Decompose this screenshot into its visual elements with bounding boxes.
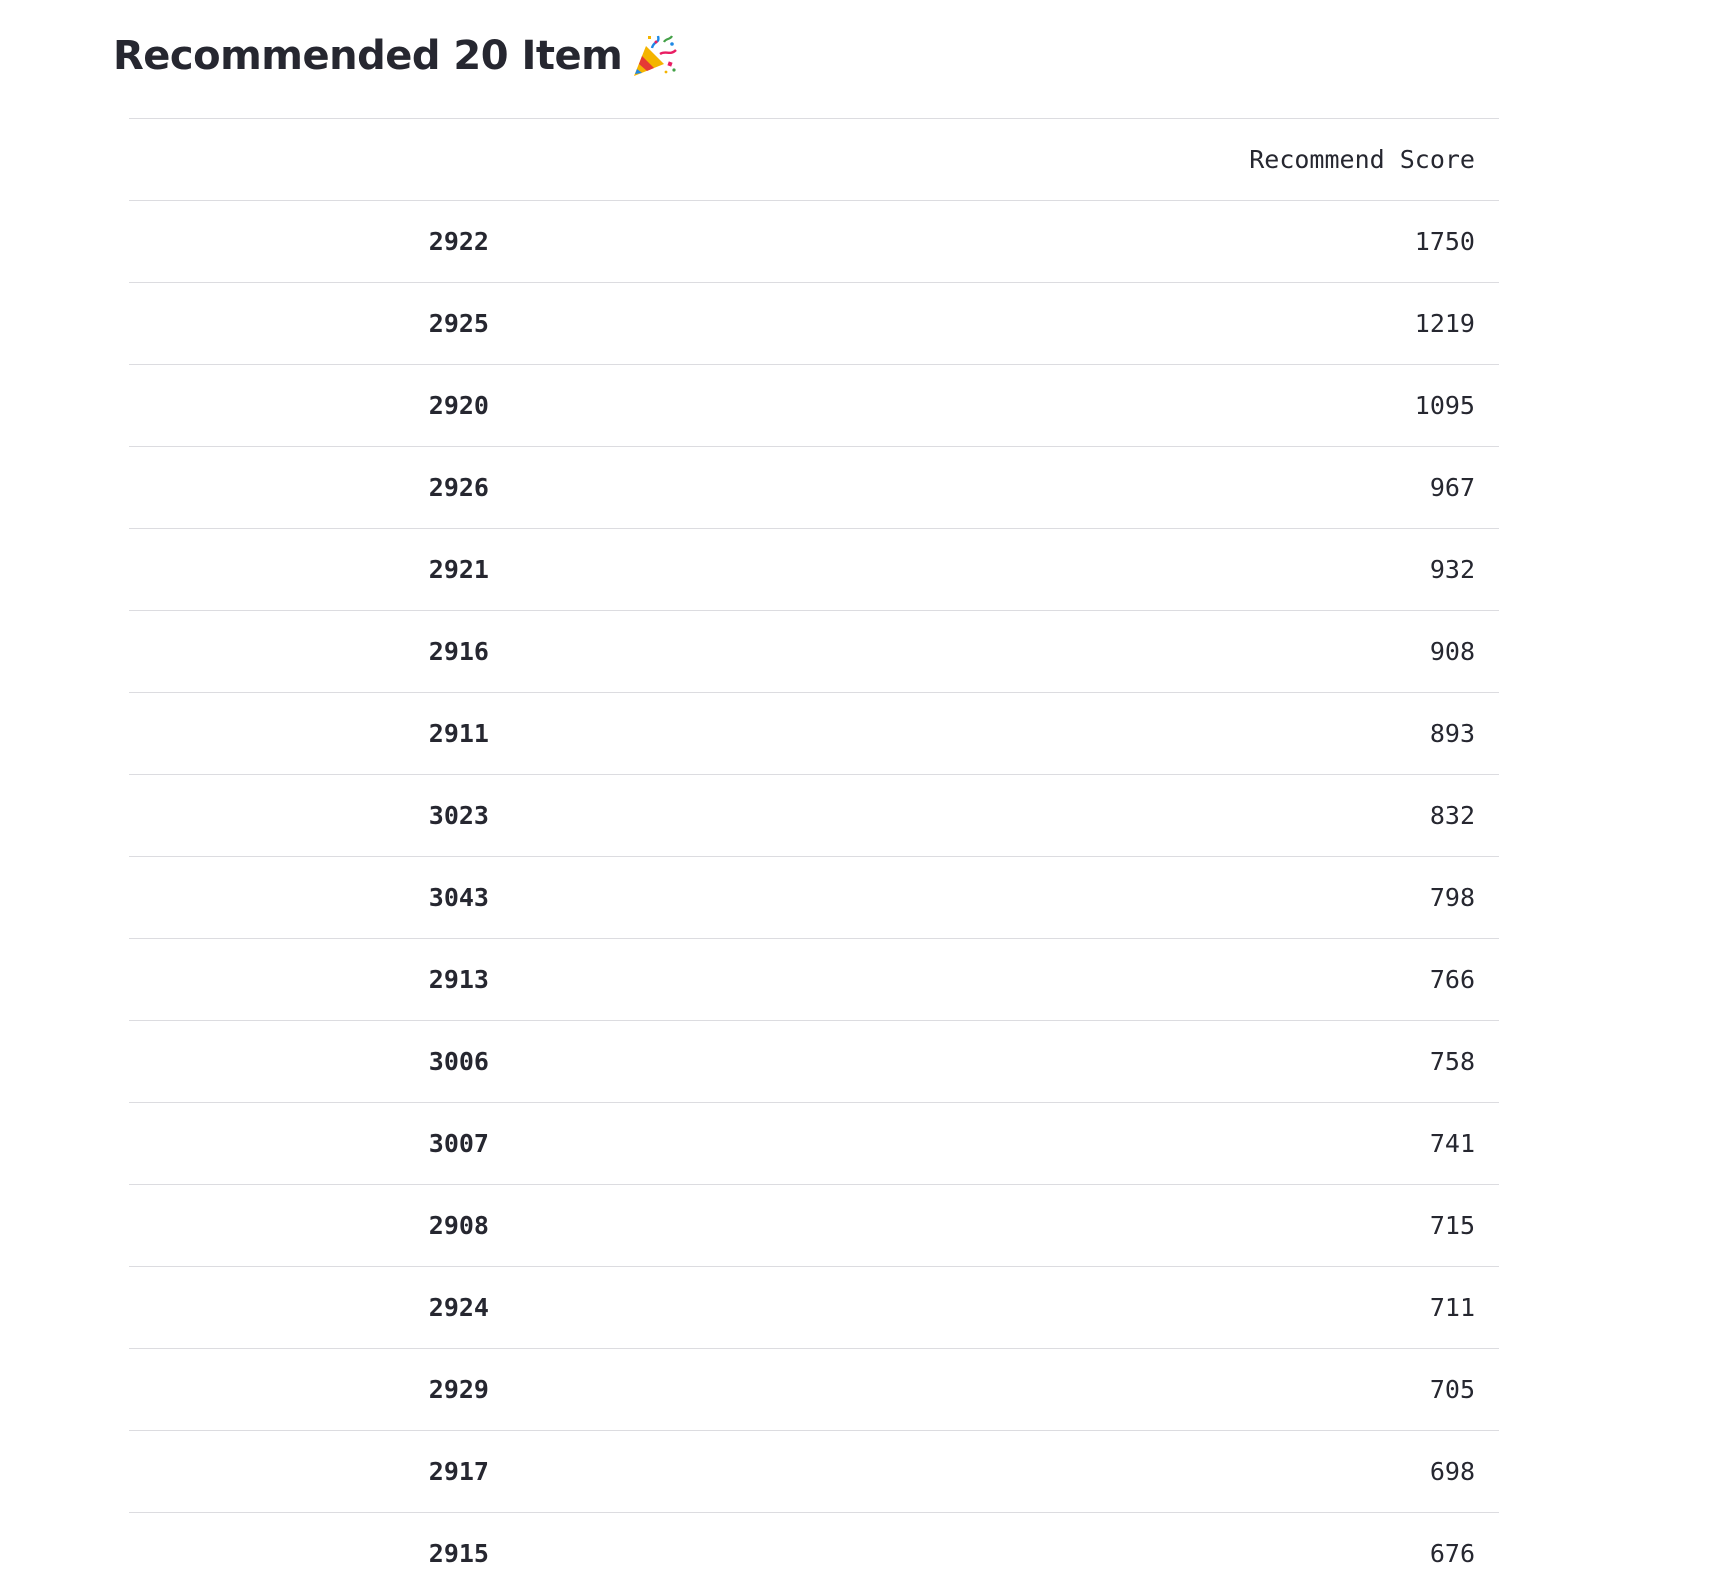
table-row bbox=[129, 1185, 1499, 1267]
spacer-cell bbox=[489, 1021, 1175, 1103]
item-id-cell: 2924 bbox=[129, 1267, 489, 1349]
table-body bbox=[129, 201, 1499, 1595]
column-header-recommend-score: Recommend Score bbox=[1175, 119, 1499, 201]
table-row bbox=[129, 529, 1499, 611]
recommend-score-cell: 766 bbox=[1175, 939, 1499, 1021]
item-id-cell: 2926 bbox=[129, 447, 489, 529]
recommend-score-cell: 893 bbox=[1175, 693, 1499, 775]
table-row bbox=[129, 1267, 1499, 1349]
spacer-cell bbox=[489, 447, 1175, 529]
item-id-cell: 3006 bbox=[129, 1021, 489, 1103]
recommend-score-cell: 908 bbox=[1175, 611, 1499, 693]
spacer-cell bbox=[489, 1103, 1175, 1185]
spacer-cell bbox=[489, 201, 1175, 283]
recommend-score-cell: 705 bbox=[1175, 1349, 1499, 1431]
recommendation-table-container bbox=[129, 118, 1499, 1595]
table-row bbox=[129, 857, 1499, 939]
recommend-score-cell: 758 bbox=[1175, 1021, 1499, 1103]
column-spacer bbox=[489, 119, 1175, 201]
recommend-score-cell: 932 bbox=[1175, 529, 1499, 611]
table-row bbox=[129, 1103, 1499, 1185]
recommend-score-cell: 711 bbox=[1175, 1267, 1499, 1349]
page-title: Recommended 20 Item bbox=[113, 33, 623, 79]
item-id-cell: 2916 bbox=[129, 611, 489, 693]
spacer-cell bbox=[489, 283, 1175, 365]
recommend-score-cell: 698 bbox=[1175, 1431, 1499, 1513]
item-id-cell: 3007 bbox=[129, 1103, 489, 1185]
spacer-cell bbox=[489, 1185, 1175, 1267]
recommend-score-cell: 832 bbox=[1175, 775, 1499, 857]
item-id-cell: 2913 bbox=[129, 939, 489, 1021]
spacer-cell bbox=[489, 529, 1175, 611]
spacer-cell bbox=[489, 611, 1175, 693]
item-id-cell: 2917 bbox=[129, 1431, 489, 1513]
table-row bbox=[129, 1021, 1499, 1103]
spacer-cell bbox=[489, 693, 1175, 775]
recommend-score-cell: 1750 bbox=[1175, 201, 1499, 283]
item-id-cell: 2921 bbox=[129, 529, 489, 611]
recommend-score-cell: 676 bbox=[1175, 1513, 1499, 1595]
recommend-score-cell: 967 bbox=[1175, 447, 1499, 529]
spacer-cell bbox=[489, 365, 1175, 447]
party-popper-icon bbox=[630, 32, 678, 80]
column-header-item bbox=[129, 119, 489, 201]
table-row bbox=[129, 283, 1499, 365]
spacer-cell bbox=[489, 1267, 1175, 1349]
item-id-cell: 2925 bbox=[129, 283, 489, 365]
item-id-cell: 3023 bbox=[129, 775, 489, 857]
item-id-cell: 2908 bbox=[129, 1185, 489, 1267]
item-id-cell: 3043 bbox=[129, 857, 489, 939]
recommend-score-cell: 741 bbox=[1175, 1103, 1499, 1185]
table-row bbox=[129, 1513, 1499, 1595]
item-id-cell: 2920 bbox=[129, 365, 489, 447]
spacer-cell bbox=[489, 939, 1175, 1021]
recommend-score-cell: 798 bbox=[1175, 857, 1499, 939]
spacer-cell bbox=[489, 1349, 1175, 1431]
spacer-cell bbox=[489, 857, 1175, 939]
item-id-cell: 2929 bbox=[129, 1349, 489, 1431]
recommendation-table bbox=[129, 118, 1499, 1595]
recommend-score-cell: 1095 bbox=[1175, 365, 1499, 447]
table-row bbox=[129, 939, 1499, 1021]
table-row bbox=[129, 447, 1499, 529]
recommend-score-cell: 715 bbox=[1175, 1185, 1499, 1267]
spacer-cell bbox=[489, 1513, 1175, 1595]
spacer-cell bbox=[489, 775, 1175, 857]
table-row bbox=[129, 775, 1499, 857]
item-id-cell: 2922 bbox=[129, 201, 489, 283]
table-row bbox=[129, 1349, 1499, 1431]
table-row bbox=[129, 693, 1499, 775]
recommend-score-cell: 1219 bbox=[1175, 283, 1499, 365]
table-header-row bbox=[129, 119, 1499, 201]
title-row bbox=[113, 28, 678, 84]
item-id-cell: 2915 bbox=[129, 1513, 489, 1595]
table-row bbox=[129, 1431, 1499, 1513]
table-row bbox=[129, 611, 1499, 693]
table-row bbox=[129, 365, 1499, 447]
item-id-cell: 2911 bbox=[129, 693, 489, 775]
table-row bbox=[129, 201, 1499, 283]
spacer-cell bbox=[489, 1431, 1175, 1513]
